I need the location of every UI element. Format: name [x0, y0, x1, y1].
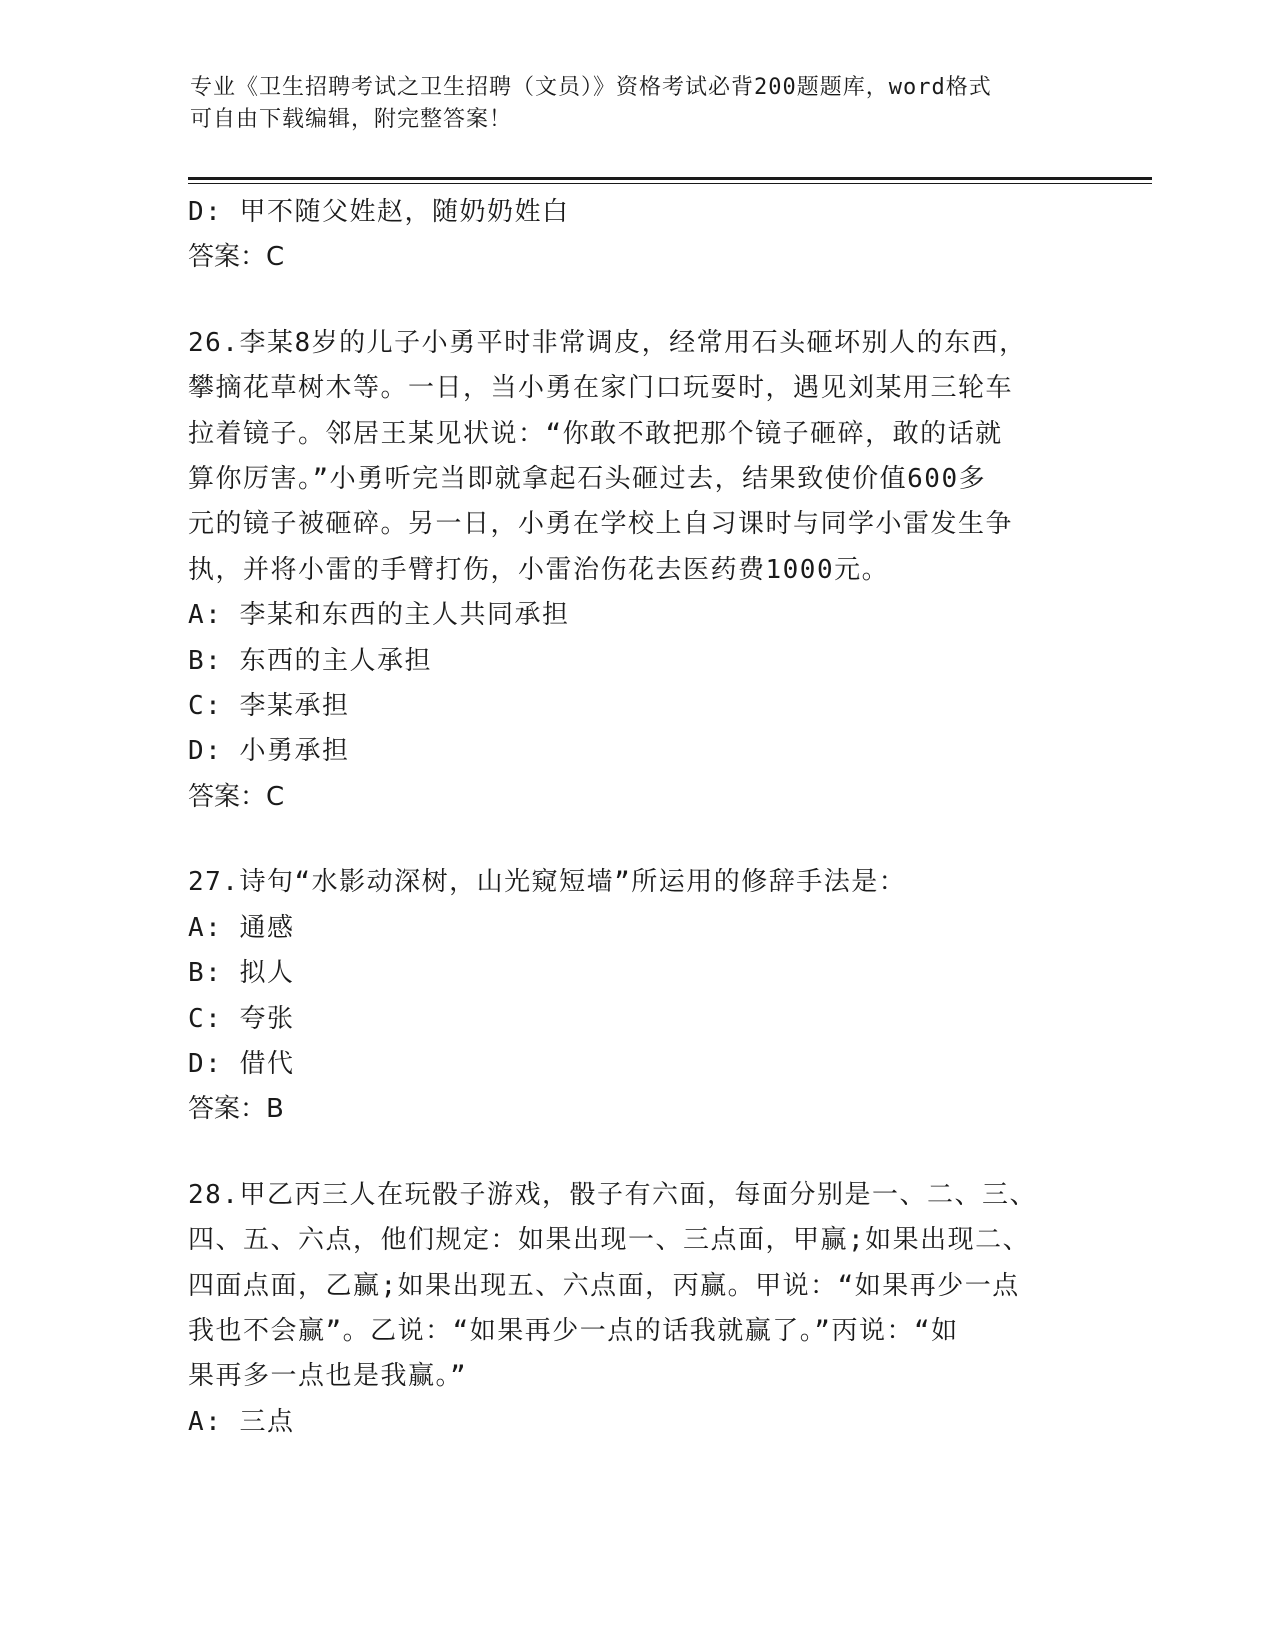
option-c: C: 李某承担 [188, 691, 350, 722]
option-d: D: 甲不随父姓赵，随奶奶姓白 [188, 197, 570, 227]
question-25 [188, 190, 1088, 281]
spacer [188, 1133, 1088, 1173]
option-a: A: 三点 [188, 1406, 295, 1437]
question-26 [188, 321, 1088, 820]
question-stem-line: 28.甲乙丙三人在玩骰子游戏，骰子有六面，每面分别是一、二、三、 [188, 1179, 1037, 1210]
question-stem-line: 四面点面，乙赢;如果出现五、六点面，丙赢。甲说：“如果再少一点 [188, 1270, 1020, 1301]
option-b: B: 拟人 [188, 958, 295, 989]
question-stem-line: 我也不会赢”。乙说：“如果再少一点的话我就赢了。”丙说：“如 [188, 1315, 959, 1346]
option-c: C: 夸张 [188, 1003, 295, 1034]
question-stem-line: 27.诗句“水影动深树，山光窥短墙”所运用的修辞手法是： [188, 867, 907, 898]
header-line-2: 可自由下载编辑，附完整答案！ [190, 107, 513, 132]
spacer [188, 281, 1088, 321]
header-line-1: 专业《卫生招聘考试之卫生招聘（文员）》资格考试必背200题题库，word格式 [190, 75, 992, 100]
answer-line: 答案：C [188, 242, 285, 273]
option-a: A: 李某和东西的主人共同承担 [188, 600, 570, 631]
question-stem-line: 26.李某8岁的儿子小勇平时非常调皮，经常用石头砸坏别人的东西， [188, 327, 1027, 358]
header-divider-thin [188, 183, 1152, 184]
document-body [188, 190, 1088, 1445]
option-b: B: 东西的主人承担 [188, 645, 432, 676]
option-a: A: 通感 [188, 912, 295, 943]
header-divider-thick [188, 177, 1152, 180]
document-header [190, 72, 1090, 136]
option-d: D: 借代 [188, 1048, 295, 1079]
answer-line: 答案：C [188, 781, 285, 812]
question-28 [188, 1173, 1088, 1445]
question-stem-line: 攀摘花草树木等。一日，当小勇在家门口玩耍时，遇见刘某用三轮车 [188, 373, 1014, 404]
answer-line: 答案：B [188, 1094, 284, 1125]
question-stem-line: 执，并将小雷的手臂打伤，小雷治伤花去医药费1000元。 [188, 554, 890, 585]
question-stem-line: 算你厉害。”小勇听完当即就拿起石头砸过去，结果致使价值600多 [188, 464, 987, 495]
question-stem-line: 元的镜子被砸碎。另一日，小勇在学校上自习课时与同学小雷发生争 [188, 509, 1014, 540]
question-stem-line: 果再多一点也是我赢。” [188, 1361, 468, 1392]
question-27 [188, 860, 1088, 1132]
spacer [188, 820, 1088, 860]
option-d: D: 小勇承担 [188, 736, 350, 767]
question-stem-line: 四、五、六点，他们规定：如果出现一、三点面，甲赢;如果出现二、 [188, 1225, 1031, 1256]
question-stem-line: 拉着镜子。邻居王某见状说：“你敢不敢把那个镜子砸碎，敢的话就 [188, 418, 1003, 449]
